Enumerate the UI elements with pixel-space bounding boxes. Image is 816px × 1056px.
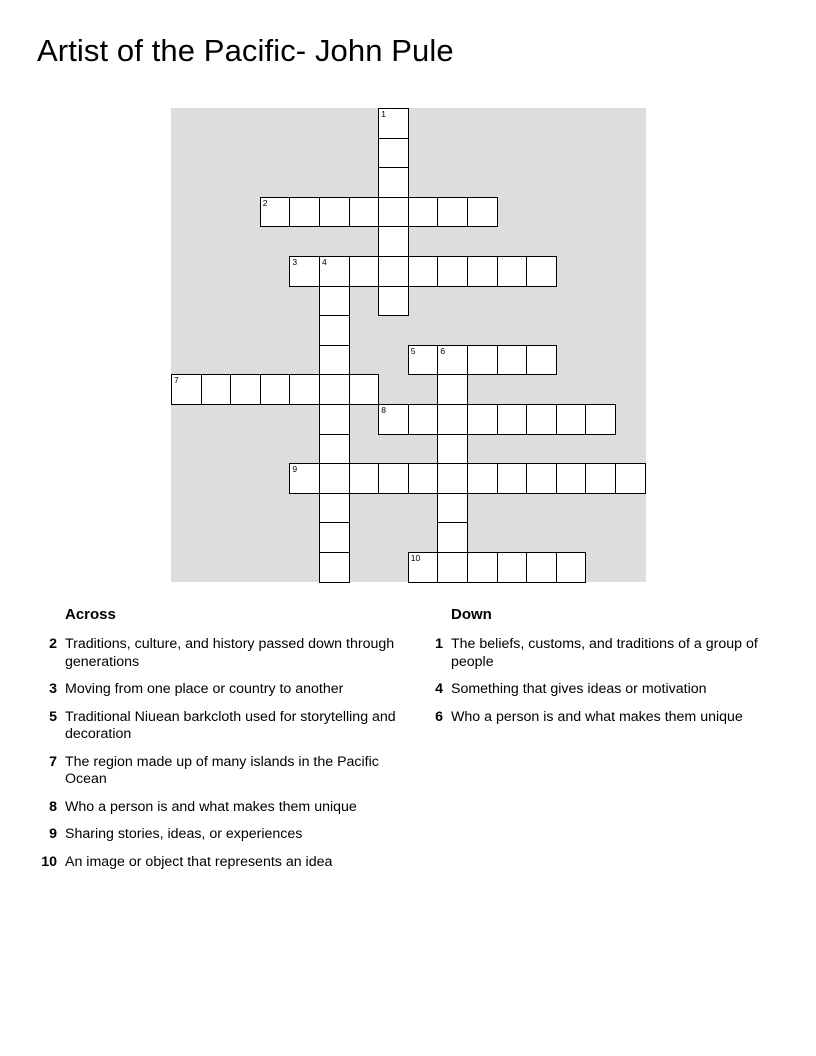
crossword-cell[interactable] [378, 226, 409, 257]
cell-number: 2 [262, 197, 268, 208]
crossword-cell[interactable] [378, 138, 409, 169]
crossword-cell[interactable] [467, 463, 498, 494]
crossword-cell[interactable] [467, 345, 498, 376]
crossword-cell[interactable] [437, 493, 468, 524]
clue-number: 2 [49, 636, 57, 652]
crossword-cell[interactable] [349, 256, 380, 287]
crossword-cell[interactable] [171, 374, 202, 405]
clue-number: 9 [49, 826, 57, 842]
crossword-cell[interactable] [497, 463, 528, 494]
clue-text: Who a person is and what makes them unique [451, 708, 743, 725]
down-clue [423, 636, 783, 671]
crossword-cell[interactable] [467, 552, 498, 583]
crossword-cell[interactable] [319, 374, 350, 405]
clue-number: 10 [41, 853, 57, 870]
crossword-cell[interactable] [289, 256, 320, 287]
clue-number: 8 [49, 798, 57, 815]
across-clue [37, 754, 397, 789]
crossword-cell[interactable] [201, 374, 232, 405]
crossword-cell[interactable] [437, 374, 468, 405]
crossword-cell[interactable] [378, 108, 409, 139]
down-clues [423, 606, 783, 736]
clue-text: Something that gives ideas or motivation [451, 681, 707, 697]
crossword-cell[interactable] [497, 345, 528, 376]
crossword-cell[interactable] [260, 374, 291, 405]
clue-text: An image or object that represents an idea [65, 853, 333, 870]
crossword-cell[interactable] [437, 345, 468, 376]
clue-text: Who a person is and what makes them unique [65, 798, 357, 815]
crossword-cell[interactable] [408, 345, 439, 376]
crossword-cell[interactable] [437, 197, 468, 228]
crossword-cell[interactable] [526, 345, 557, 376]
crossword-cell[interactable] [467, 404, 498, 435]
crossword-cell[interactable] [437, 404, 468, 435]
down-clue [423, 709, 783, 727]
down-clue [423, 681, 783, 699]
clue-text: Sharing stories, ideas, or experiences [65, 826, 303, 842]
cell-number: 6 [440, 345, 446, 356]
crossword-cell[interactable] [319, 315, 350, 346]
clue-number: 7 [49, 753, 57, 770]
crossword-cell[interactable] [556, 463, 587, 494]
crossword-cell[interactable] [319, 404, 350, 435]
clue-number: 5 [49, 708, 57, 725]
crossword-cell[interactable] [497, 552, 528, 583]
clue-text: Traditional Niuean barkcloth used for storytelling and decoration [65, 708, 396, 742]
clue-number: 1 [435, 636, 443, 652]
crossword-cell[interactable] [260, 197, 291, 228]
crossword-cell[interactable] [437, 256, 468, 287]
cell-number: 5 [410, 345, 416, 356]
crossword-cell[interactable] [437, 522, 468, 553]
crossword-cell[interactable] [230, 374, 261, 405]
down-heading: Down [451, 606, 492, 623]
cell-number: 9 [292, 464, 298, 475]
crossword-cell[interactable] [408, 463, 439, 494]
crossword-cell[interactable] [319, 286, 350, 317]
crossword-cell[interactable] [556, 404, 587, 435]
clue-number: 3 [49, 681, 57, 697]
crossword-cell[interactable] [289, 197, 320, 228]
cell-number: 1 [381, 109, 386, 119]
clue-text: Traditions, culture, and history passed down through generations [65, 636, 395, 670]
crossword-cell[interactable] [437, 434, 468, 465]
crossword-cell[interactable] [526, 463, 557, 494]
across-clue [37, 826, 397, 844]
crossword-cell[interactable] [585, 404, 616, 435]
crossword-cell[interactable] [319, 463, 350, 494]
crossword-cell[interactable] [319, 197, 350, 228]
crossword-cell[interactable] [497, 404, 528, 435]
crossword-cell[interactable] [319, 552, 350, 583]
across-clues [37, 606, 397, 881]
crossword-cell[interactable] [378, 404, 409, 435]
page-title: Artist of the Pacific- John Pule [37, 33, 454, 68]
across-clue [37, 709, 397, 744]
crossword-cell[interactable] [408, 552, 439, 583]
crossword-cell[interactable] [378, 197, 409, 228]
crossword-cell[interactable] [378, 463, 409, 494]
across-clue [37, 636, 397, 671]
crossword-cell[interactable] [408, 256, 439, 287]
crossword-cell[interactable] [526, 404, 557, 435]
clue-number: 4 [435, 681, 443, 697]
across-clue [37, 799, 397, 817]
clue-text: Moving from one place or country to another [65, 681, 344, 697]
crossword-cell[interactable] [319, 434, 350, 465]
cell-number: 3 [292, 257, 298, 267]
cell-number: 10 [410, 553, 421, 563]
crossword-cell[interactable] [319, 522, 350, 553]
clue-number: 6 [435, 708, 443, 725]
crossword-cell[interactable] [319, 493, 350, 524]
clue-text: The beliefs, customs, and traditions of a group of people [451, 636, 758, 670]
cell-number: 7 [174, 375, 179, 386]
crossword-cell[interactable] [437, 463, 468, 494]
crossword-cell[interactable] [585, 463, 616, 494]
crossword-cell[interactable] [378, 167, 409, 198]
crossword-cell[interactable] [497, 256, 528, 287]
across-heading: Across [65, 606, 116, 623]
crossword-cell[interactable] [467, 197, 498, 228]
crossword-cell[interactable] [378, 286, 409, 317]
crossword-cell[interactable] [556, 552, 587, 583]
crossword-cell[interactable] [349, 374, 380, 405]
crossword-cell[interactable] [408, 404, 439, 435]
clue-text: The region made up of many islands in the Pacific Ocean [65, 753, 379, 787]
crossword-cell[interactable] [349, 197, 380, 228]
crossword-cell[interactable] [289, 463, 320, 494]
cell-number: 8 [381, 405, 386, 415]
crossword-cell[interactable] [437, 552, 468, 583]
crossword-grid [171, 108, 646, 582]
crossword-cell[interactable] [408, 197, 439, 228]
crossword-cell[interactable] [526, 256, 557, 287]
crossword-cell[interactable] [319, 256, 350, 287]
across-clue [37, 681, 397, 699]
crossword-cell[interactable] [349, 463, 380, 494]
across-clue [37, 854, 397, 872]
crossword-cell[interactable] [467, 256, 498, 287]
cell-number: 4 [322, 257, 327, 267]
crossword-cell[interactable] [615, 463, 646, 494]
crossword-cell[interactable] [289, 374, 320, 405]
crossword-cell[interactable] [319, 345, 350, 376]
crossword-cell[interactable] [378, 256, 409, 287]
crossword-cell[interactable] [526, 552, 557, 583]
